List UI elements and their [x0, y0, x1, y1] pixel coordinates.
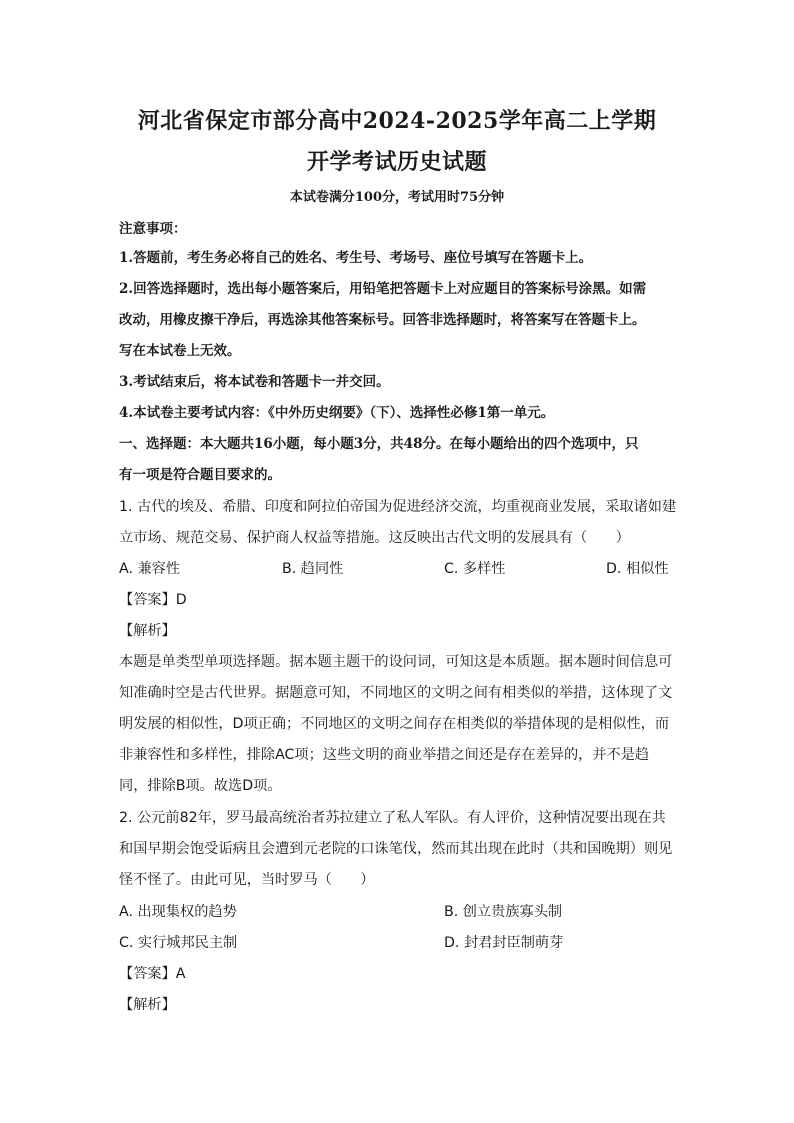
q2-option-b: B. 创立贵族寡头制: [444, 904, 563, 920]
q1-analysis-line: 知准确时空是古代世界。据题意可知，不同地区的文明之间有相类似的举措，这体现了文: [119, 685, 673, 701]
q2-analysis-label: 【解析】: [119, 997, 176, 1013]
q1-option-c: C. 多样性: [444, 561, 506, 577]
q2-option-d: D. 封君封臣制萌芽: [444, 935, 564, 951]
q1-analysis-label: 【解析】: [119, 623, 176, 639]
page-title-line2: 开学考试历史试题: [306, 149, 487, 175]
section-heading-line1: 一、选择题：本大题共16小题，每小题3分，共48分。在每小题给出的四个选项中，只: [119, 436, 639, 452]
q1-stem-line1: 1. 古代的埃及、希腊、印度和阿拉伯帝国为促进经济交流，均重视商业发展，采取诸如建: [119, 499, 677, 515]
q2-stem-line1: 2. 公元前82年，罗马最高统治者苏拉建立了私人军队。有人评价，这种情况要出现在共: [119, 810, 666, 826]
notice-item: 1.答题前，考生务必将自己的姓名、考生号、考场号、座位号填写在答题卡上。: [119, 250, 593, 266]
q1-analysis-line: 明发展的相似性，D项正确；不同地区的文明之间存在相类似的举措体现的是相似性，而: [119, 716, 670, 732]
q2-stem-line2: 和国早期会饱受诟病且会遭到元老院的口诛笔伐，然而其出现在此时（共和国晚期）则见: [119, 841, 673, 857]
q2-option-c: C. 实行城邦民主制: [119, 935, 238, 951]
q1-analysis-line: 非兼容性和多样性，排除AC项；这些文明的商业举措之间还是存在差异的，并不是趋: [119, 747, 650, 763]
notice-item: 写在本试卷上无效。: [119, 343, 241, 359]
q1-option-a: A. 兼容性: [119, 561, 181, 577]
section-heading-line2: 有一项是符合题目要求的。: [119, 467, 281, 483]
q1-answer: 【答案】D: [119, 592, 187, 608]
q2-option-a: A. 出现集权的趋势: [119, 904, 237, 920]
notice-item: 4.本试卷主要考试内容：《中外历史纲要》（下）、选择性必修1第一单元。: [119, 405, 555, 421]
notice-heading: 注意事项：: [119, 221, 187, 237]
notice-item: 2.回答选择题时，选出每小题答案后，用铅笔把答题卡上对应题目的答案标号涂黑。如需: [119, 281, 647, 297]
q1-analysis-line: 同，排除B项。故选D项。: [119, 778, 282, 794]
exam-info: 本试卷满分100分，考试用时75分钟: [289, 190, 505, 205]
notice-item: 3.考试结束后，将本试卷和答题卡一并交回。: [119, 374, 390, 390]
page-title-line1: 河北省保定市部分高中2024-2025学年高二上学期: [137, 108, 657, 134]
notice-item: 改动，用橡皮擦干净后，再选涂其他答案标号。回答非选择题时，将答案写在答题卡上。: [119, 312, 646, 328]
q1-analysis-line: 本题是单类型单项选择题。据本题主题干的设问词，可知这是本质题。据本题时间信息可: [119, 654, 673, 670]
q2-stem-line3: 怪不怪了。由此可见，当时罗马（ ）: [119, 872, 375, 888]
q1-option-b: B. 趋同性: [282, 561, 344, 577]
q2-answer: 【答案】A: [119, 966, 186, 982]
q1-stem-line2: 立市场、规范交易、保护商人权益等措施。这反映出古代文明的发展具有（ ）: [119, 530, 630, 546]
q1-option-d: D. 相似性: [606, 561, 669, 577]
